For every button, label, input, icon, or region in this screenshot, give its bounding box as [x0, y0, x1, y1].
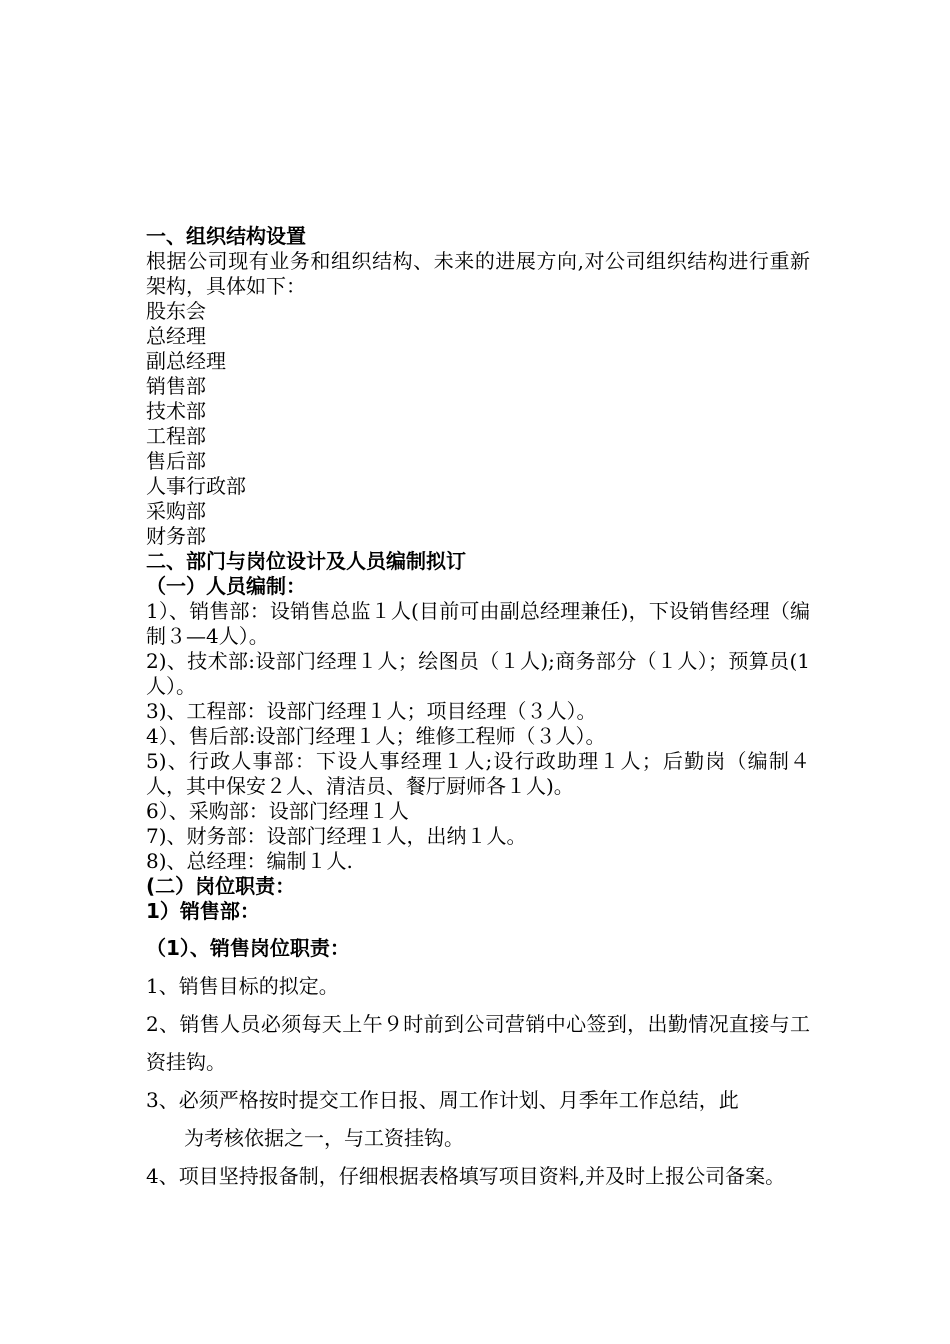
org-unit-general-manager: 总经理: [146, 324, 206, 348]
duties-list: [146, 967, 810, 1195]
duties-subheading: (二）岗位职责：: [146, 874, 296, 898]
dept-sales-heading: 1）销售部：: [146, 899, 260, 923]
duty-item-1: 1、销售目标的拟定。: [146, 974, 339, 998]
section2-heading: 二、部门与岗位设计及人员编制拟订: [146, 549, 466, 573]
staffing-item-gm: 8)、总经理：编制１人.: [146, 849, 353, 873]
staffing-item-tech: 2)、技术部:设部门经理１人；绘图员（１人);商务部分（１人）；预算员(1人）。: [146, 649, 810, 698]
section1-intro: 根据公司现有业务和组织结构、未来的进展方向,对公司组织结构进行重新架构，具体如下：: [146, 249, 810, 298]
org-unit-sales: 销售部: [146, 374, 206, 398]
org-unit-finance: 财务部: [146, 524, 206, 548]
sales-role-heading: （1）、销售岗位职责：: [146, 936, 350, 960]
org-unit-shareholders: 股东会: [146, 299, 206, 323]
duty-item-3-continued: 为考核依据之一，与工资挂钩。: [184, 1126, 464, 1150]
org-unit-hr-admin: 人事行政部: [146, 474, 246, 498]
staffing-subheading: （一）人员编制：: [146, 574, 306, 598]
section1-heading: 一、组织结构设置: [146, 224, 306, 248]
staffing-item-hr-admin: 5)、行政人事部：下设人事经理１人;设行政助理１人；后勤岗（编制４人，其中保安２人、清洁员、餐厅厨师各１人)。: [146, 749, 810, 798]
duty-item-2: 2、销售人员必须每天上午９时前到公司营销中心签到，出勤情况直接与工资挂钩。: [146, 1012, 810, 1074]
org-unit-tech: 技术部: [146, 399, 206, 423]
staffing-item-finance: 7)、财务部：设部门经理１人，出纳１人。: [146, 824, 527, 848]
staffing-item-sales: 1）、销售部：设销售总监１人(目前可由副总经理兼任)，下设销售经理（编制３—4人）。: [146, 599, 810, 648]
org-unit-engineering: 工程部: [146, 424, 206, 448]
staffing-item-engineering: 3)、工程部：设部门经理１人；项目经理（３人）。: [146, 699, 597, 723]
document-page: [146, 224, 810, 1195]
org-unit-purchasing: 采购部: [146, 499, 206, 523]
staffing-item-purchasing: 6）、采购部：设部门经理１人: [146, 799, 409, 823]
org-unit-deputy-gm: 副总经理: [146, 349, 226, 373]
duty-item-4: 4、项目坚持报备制，仔细根据表格填写项目资料,并及时上报公司备案。: [146, 1164, 786, 1188]
org-unit-after-sales: 售后部: [146, 449, 206, 473]
duty-item-3: 3、必须严格按时提交工作日报、周工作计划、月季年工作总结，此: [146, 1088, 739, 1112]
staffing-item-after-sales: 4）、售后部:设部门经理１人；维修工程师（３人）。: [146, 724, 606, 748]
